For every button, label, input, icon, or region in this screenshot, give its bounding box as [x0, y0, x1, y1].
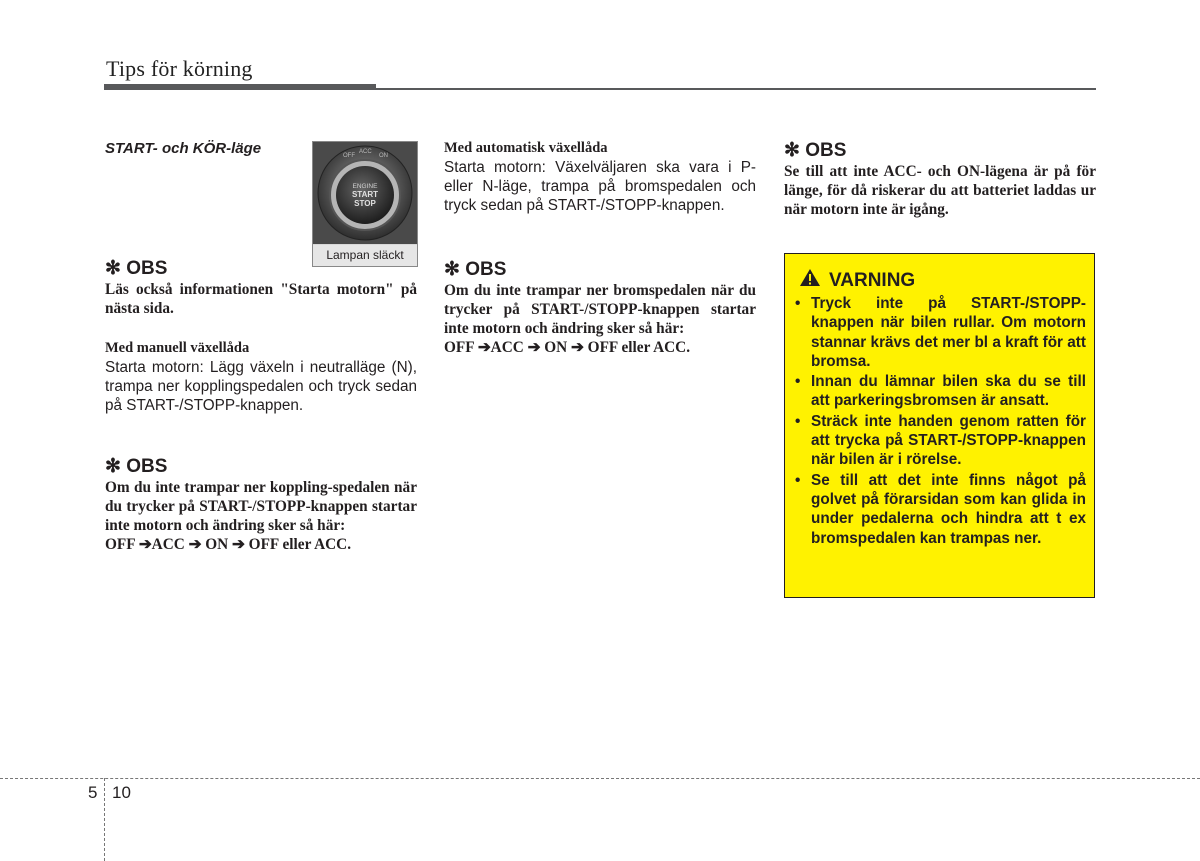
mode-sequence: OFF ➔ACC ➔ ON ➔ OFF eller ACC. [444, 339, 691, 356]
manual-gearbox-title: Med manuell växellåda [105, 340, 250, 356]
manual-gearbox-section [105, 339, 417, 415]
warning-title: VARNING [829, 269, 916, 291]
obs-body: Om du inte trampar ner koppling-spedalen när du trycker på START-/STOPP-knappen startar inte motorn och ändring sker så här: [105, 479, 417, 534]
warning-triangle-icon [799, 268, 821, 293]
obs-body: Om du inte trampar ner bromspedalen när du trycker på START-/STOPP-knappen startar inte motorn och ändring sker så här: [444, 282, 756, 337]
asterisk-icon: ✻ [105, 258, 121, 279]
obs-note-4 [784, 140, 1096, 219]
page-number: 10 [112, 783, 131, 802]
bullet-icon: • [795, 412, 801, 430]
warning-item-text: Tryck inte på START-/STOPP-knappen när bilen rullar. Om motorn stannar krävs det mer bl a kraft för att bromsa. [811, 295, 1086, 370]
bullet-icon: • [795, 373, 801, 391]
asterisk-icon: ✻ [444, 259, 460, 280]
svg-text:STOP: STOP [354, 199, 376, 208]
obs-title [784, 140, 1096, 162]
asterisk-icon: ✻ [784, 140, 800, 161]
chapter-number: 5 [88, 783, 98, 802]
svg-text:ON: ON [379, 153, 388, 159]
obs-title-label: OBS [126, 258, 168, 279]
obs-note-1 [105, 258, 417, 318]
auto-gearbox-title: Med automatisk växellåda [444, 140, 608, 156]
warning-box [784, 253, 1095, 598]
page-header-title: Tips för körning [106, 56, 253, 81]
footer-rule [0, 778, 1200, 779]
obs-title-label: OBS [465, 259, 507, 280]
footer-divider [104, 778, 105, 861]
manual-gearbox-body: Starta motorn: Lägg växeln i neutralläge (N), trampa ner kopplingspedalen och tryck sedan på START-/STOPP-knappen. [105, 359, 417, 414]
obs-title-label: OBS [126, 456, 168, 477]
engine-start-stop-image [313, 142, 417, 244]
svg-text:START: START [351, 190, 379, 199]
bullet-icon: • [795, 471, 801, 489]
warning-item-text: Innan du lämnar bilen ska du se till att parkeringsbromsen är ansatt. [811, 373, 1086, 410]
header-rule-thin [376, 88, 1096, 90]
header-rule-thick [104, 84, 376, 90]
obs-note-3 [444, 259, 756, 357]
bullet-icon: • [795, 295, 801, 312]
obs-title-label: OBS [805, 140, 847, 161]
obs-body: Se till att inte ACC- och ON-lägena är på för länge, för då riskerar du att batteriet laddas ur när motorn inte är igång. [784, 163, 1096, 218]
warning-heading [799, 268, 915, 293]
photo-caption: Lampan släckt [313, 245, 417, 266]
svg-text:ACC: ACC [359, 149, 372, 155]
column-middle [444, 139, 756, 215]
obs-title [444, 259, 756, 281]
section-heading-start-kor: START- och KÖR-läge [105, 140, 262, 157]
obs-title [105, 456, 417, 478]
obs-note-2 [105, 456, 417, 554]
warning-item [793, 471, 1086, 548]
warning-list [793, 294, 1086, 549]
mode-sequence: OFF ➔ACC ➔ ON ➔ OFF eller ACC. [105, 536, 352, 553]
warning-item-text: Sträck inte handen genom ratten för att trycka på START-/STOPP-knappen när bilen är i rörelse. [811, 412, 1086, 469]
warning-item [793, 372, 1086, 411]
auto-gearbox-body: Starta motorn: Växelväljaren ska vara i P- eller N-läge, trampa på bromspedalen och tryck sedan på START-/STOPP-knappen. [444, 159, 756, 214]
start-button-photo [312, 141, 418, 267]
obs-title [105, 258, 417, 280]
asterisk-icon: ✻ [105, 456, 121, 477]
warning-item [793, 294, 1086, 371]
svg-text:ENGINE: ENGINE [352, 183, 378, 190]
svg-text:OFF: OFF [343, 153, 355, 159]
warning-item-text: Se till att det inte finns något på golvet på förarsidan som kan glida in under pedalerna och hindra att t ex bromspedalen kan trampas ner. [811, 471, 1086, 547]
warning-item [793, 412, 1086, 470]
obs-body: Läs också informationen "Starta motorn" på nästa sida. [105, 281, 417, 317]
